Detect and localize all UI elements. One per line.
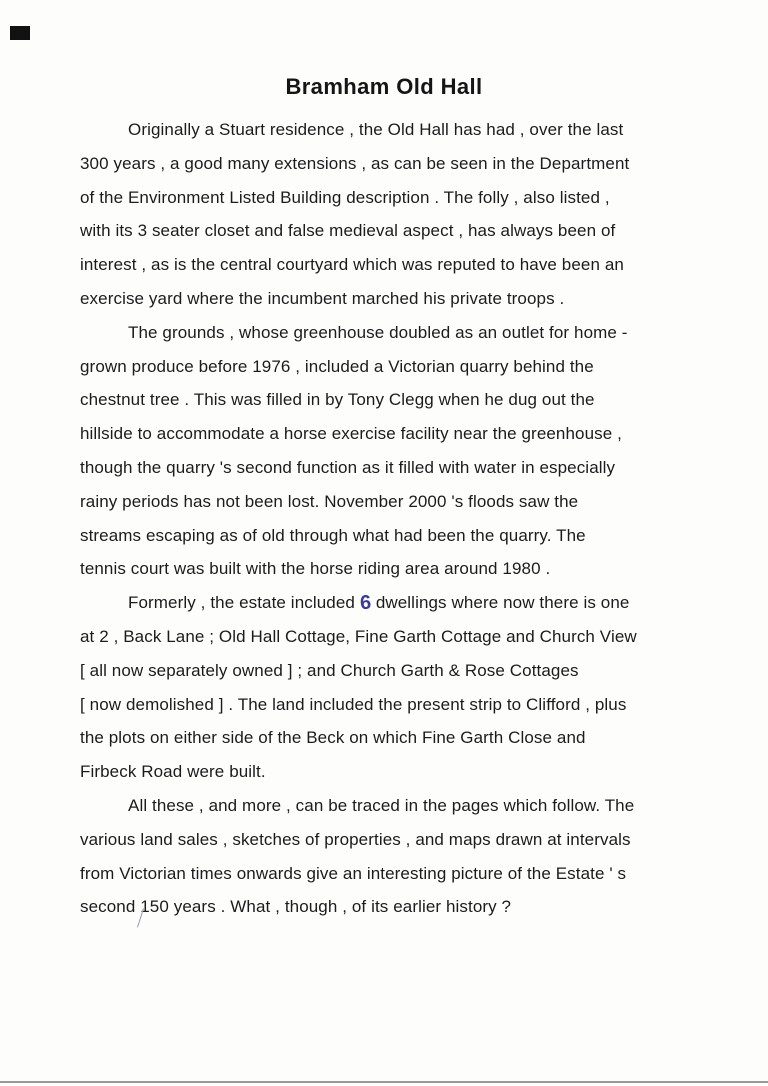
text-line: rainy periods has not been lost. November 2000 's floods saw the (80, 491, 579, 511)
text-line: Originally a Stuart residence , the Old Hall has had , over the last (128, 120, 624, 139)
text-line: Firbeck Road were built. (80, 762, 266, 782)
text-line: with its 3 seater closet and false medieval aspect , has always been of (80, 221, 616, 241)
text-line: hillside to accommodate a horse exercise facility near the greenhouse , (80, 424, 622, 444)
text-line: [ all now separately owned ] ; and Church Garth & Rose Cottages (80, 660, 579, 680)
text-line: chestnut tree . This was filled in by Tony Clegg when he dug out the (80, 390, 595, 410)
text-line: exercise yard where the incumbent marched his private troops . (80, 288, 565, 308)
page-title: Bramham Old Hall (285, 74, 483, 99)
text-line: second 150 years . What , though , of its earlier history ? (80, 897, 512, 917)
text-line: of the Environment Listed Building description . The folly , also listed , (80, 187, 610, 207)
scan-edge-line (0, 1081, 768, 1083)
text-line: 300 years , a good many extensions , as can be seen in the Department (80, 153, 630, 173)
text-line: though the quarry 's second function as it filled with water in especially (80, 457, 616, 477)
text-line: various land sales , sketches of properties , and maps drawn at intervals (80, 829, 631, 849)
text-line: All these , and more , can be traced in the pages which follow. The (128, 795, 635, 815)
text-line: at 2 , Back Lane ; Old Hall Cottage, Fine Garth Cottage and Church View (80, 626, 637, 646)
text-line: [ now demolished ] . The land included the present strip to Clifford , plus (80, 694, 627, 714)
text-line: tennis court was built with the horse riding area around 1980 . (80, 559, 551, 579)
text-line: streams escaping as of old through what had been the quarry. The (80, 525, 586, 545)
correction-pre-text: Formerly , the estate included (128, 593, 360, 613)
document-body (80, 113, 730, 924)
text-line: the plots on either side of the Beck on which Fine Garth Close and (80, 728, 586, 748)
text-line: grown produce before 1976 , included a Victorian quarry behind the (80, 356, 594, 376)
handwritten-correction-digit: 6 (359, 591, 372, 615)
text-line: The grounds , whose greenhouse doubled as an outlet for home - (128, 322, 628, 342)
correction-post-text: dwellings where now there is one (371, 593, 630, 613)
scan-artifact-mark (10, 26, 30, 40)
text-line-with-correction (80, 586, 730, 620)
text-line: from Victorian times onwards give an interesting picture of the Estate ' s (80, 863, 627, 883)
text-line: interest , as is the central courtyard which was reputed to have been an (80, 255, 624, 275)
